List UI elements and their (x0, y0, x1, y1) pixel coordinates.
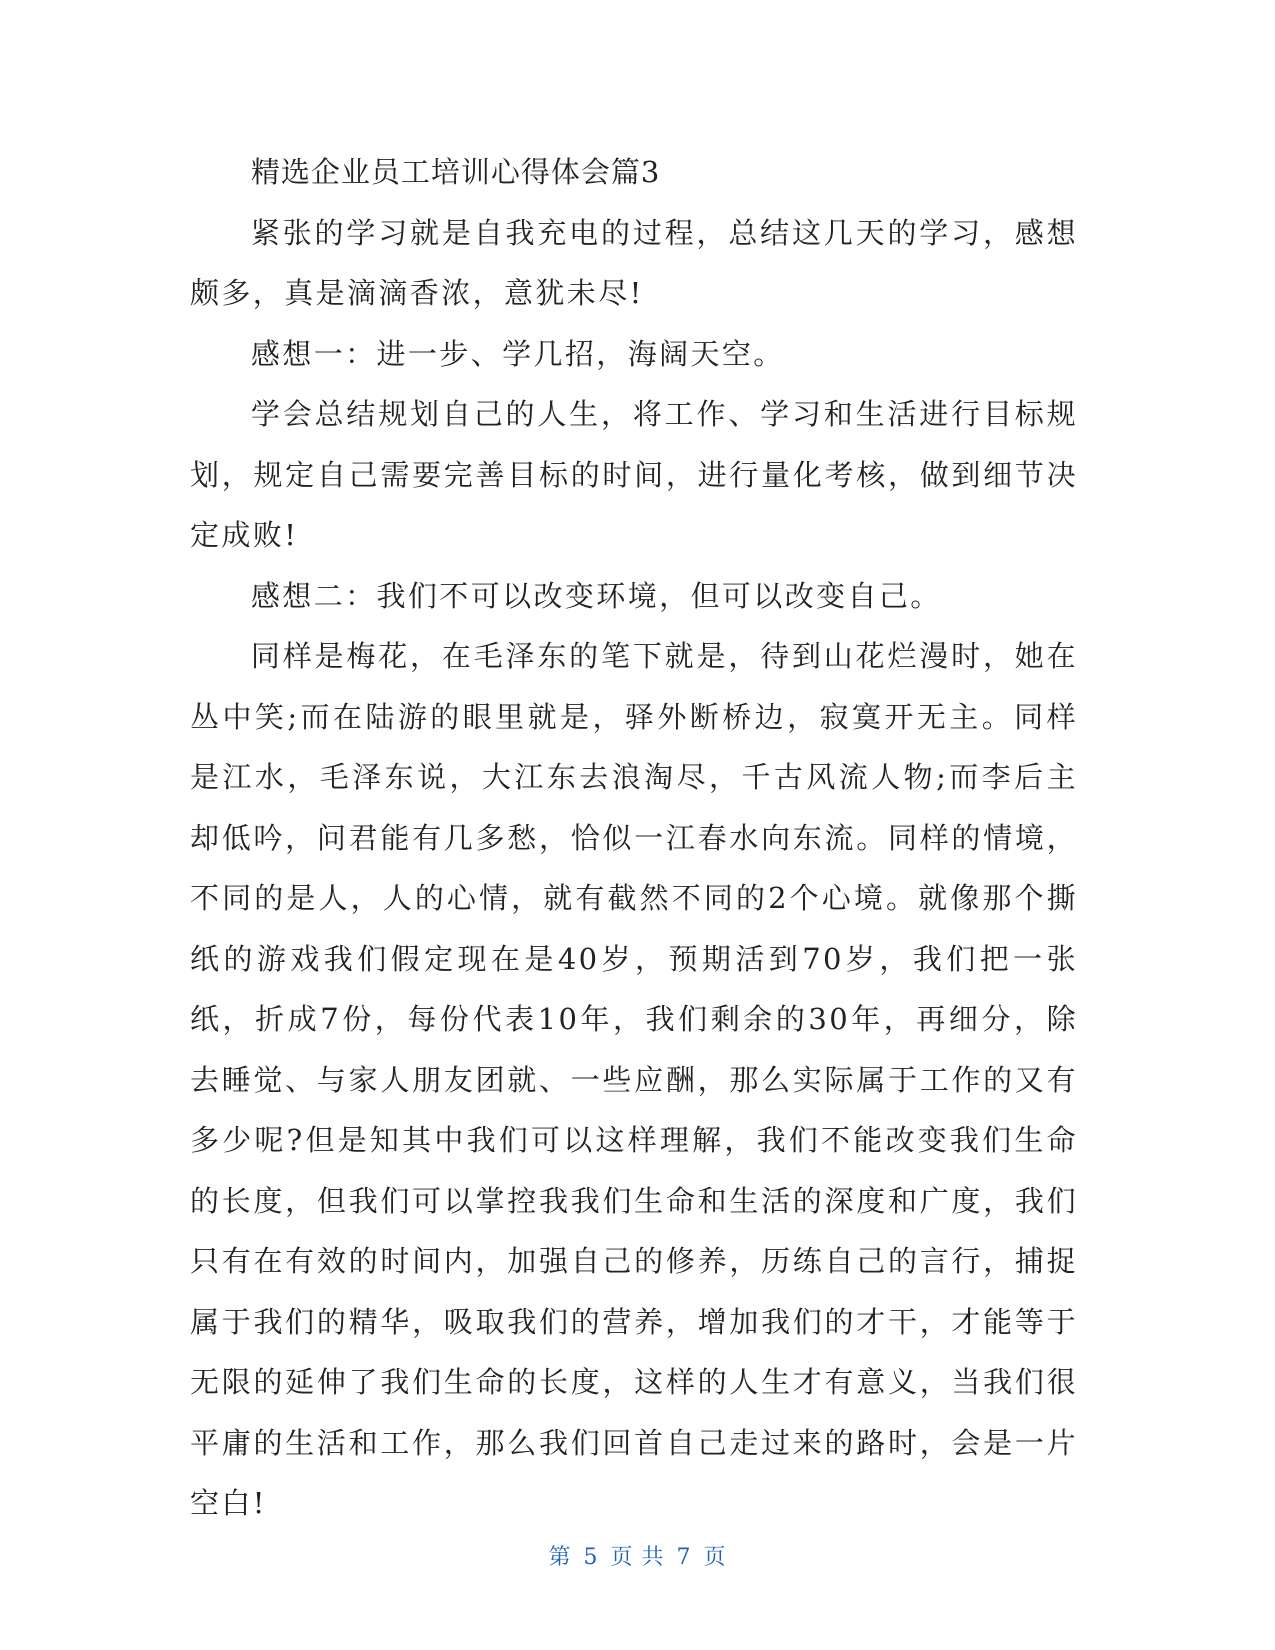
footer-mid: 页 共 (610, 1545, 665, 1570)
footer-prefix: 第 (548, 1545, 572, 1570)
paragraph-intro: 紧张的学习就是自我充电的过程，总结这几天的学习，感想颇多，真是滴滴香浓，意犹未尽! (190, 215, 1078, 310)
footer-total-pages: 7 (676, 1545, 692, 1570)
footer-page-number: 5 (583, 1545, 599, 1570)
section-heading: 精选企业员工培训心得体会篇3 (250, 155, 661, 189)
paragraph-reflection-one-body: 学会总结规划自己的人生，将工作、学习和生活进行目标规划，规定自己需要完善目标的时间，进行量化考核，做到细节决定成败! (190, 397, 1078, 552)
paragraph-reflection-one-heading: 感想一：进一步、学几招，海阔天空。 (250, 336, 785, 371)
page-footer (0, 1540, 1275, 1571)
document-body (190, 142, 1078, 1534)
footer-suffix: 页 (703, 1545, 727, 1570)
paragraph-reflection-two-body: 同样是梅花，在毛泽东的笔下就是，待到山花烂漫时，她在丛中笑;而在陆游的眼里就是，驿外断桥边，寂寞开无主。同样是江水，毛泽东说，大江东去浪淘尽，千古风流人物;而李后主却低吟，问君能有几多愁，恰似一江春水向东流。同样的情境，不同的是人，人的心情，就有截然不同的2个心境。就像那个撕纸的游戏我们假定现在是40岁，预期活到70岁，我们把一张纸，折成7份，每份代表10年，我们剩余的30年，再细分，除去睡觉、与家人朋友团就、一些应酬，那么实际属于工作的又有多少呢?但是知其中我们可以这样理解，我们不能改变我们生命的长度，但我们可以掌控我我们生命和生活的深度和广度，我们只有在有效的时间内，加强自己的修养，历练自己的言行，捕捉属于我们的精华，吸取我们的营养，增加我们的才干，才能等于无限的延伸了我们生命的长度，这样的人生才有意义，当我们很平庸的生活和工作，那么我们回首自己走过来的路时，会是一片空白! (190, 639, 1078, 1520)
paragraph-reflection-two-heading: 感想二：我们不可以改变环境，但可以改变自己。 (250, 578, 942, 613)
